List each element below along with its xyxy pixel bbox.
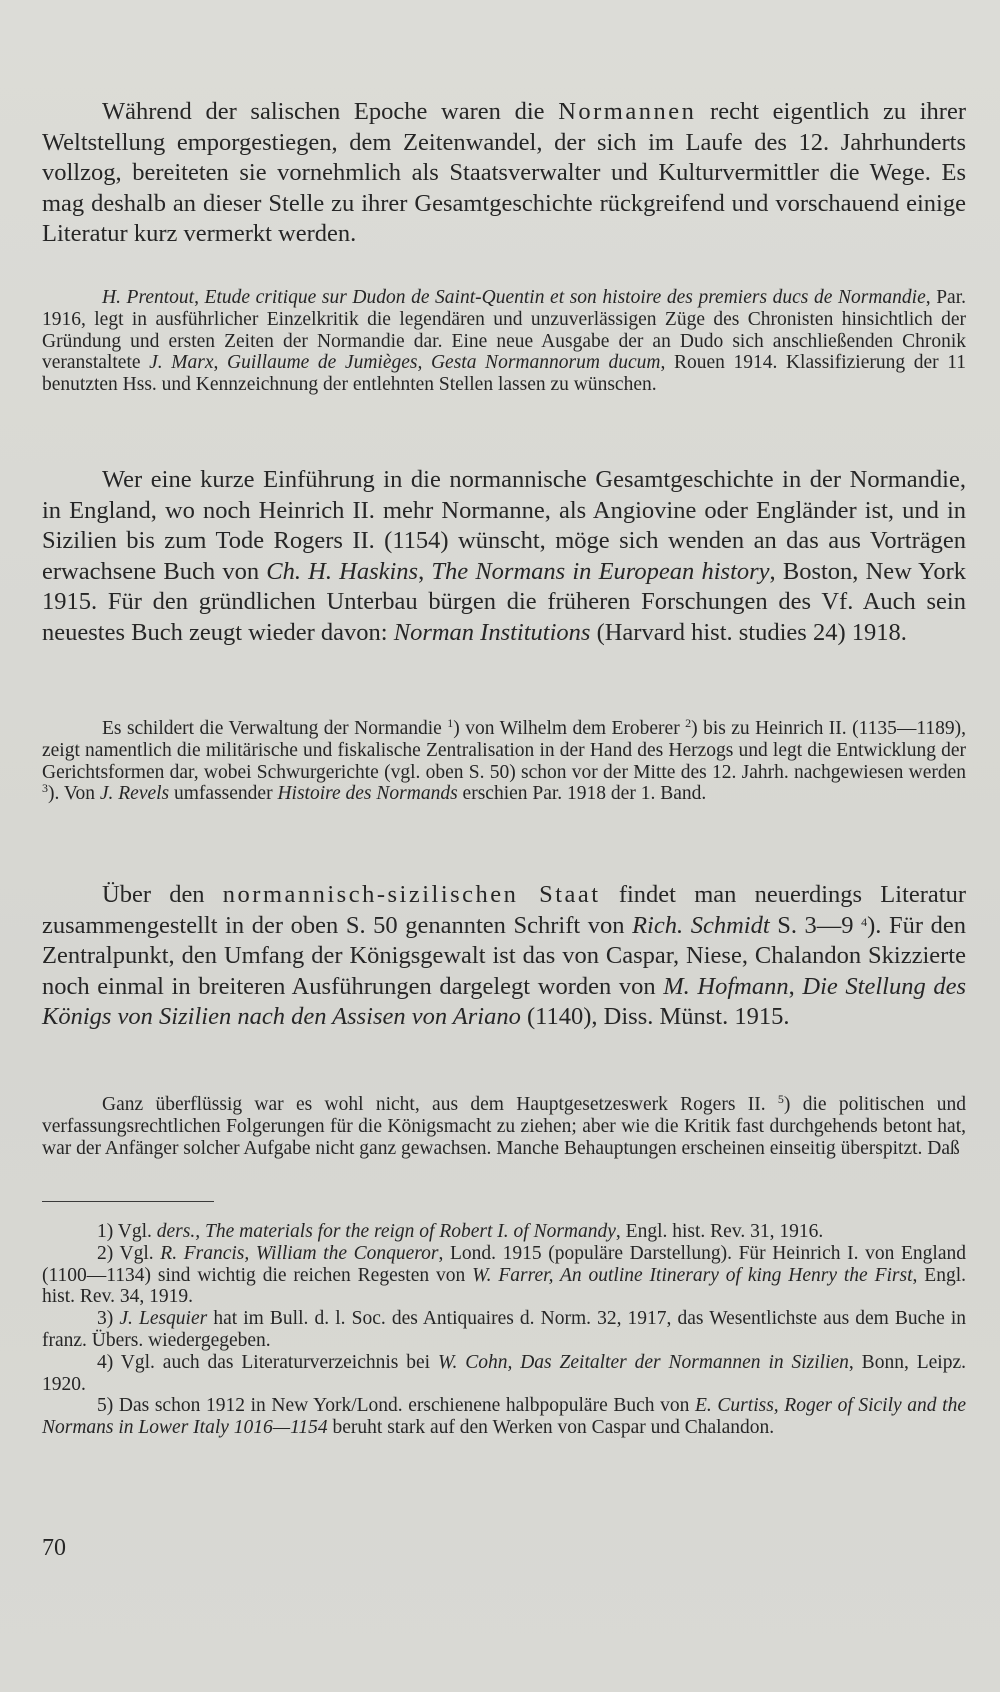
text: 5) Das schon 1912 in New York/Lond. erschienene halbpopuläre Buch von (97, 1395, 696, 1417)
footnote-ref: 3 (42, 781, 48, 796)
author: J. Revels (99, 783, 170, 805)
text: , (194, 287, 205, 308)
text: ). Von (48, 783, 100, 805)
text: ) von Wilhelm dem Eroberer (453, 718, 686, 739)
footnotes (42, 1221, 966, 1439)
author: M. Hofmann (663, 972, 789, 1000)
text: Es schildert die Verwaltung der Normandie (102, 718, 448, 739)
author: H. Prentout (102, 287, 195, 308)
text: 3) (97, 1308, 120, 1330)
text: Ganz überflüssig war es wohl nicht, aus dem Hauptgesetzeswerk Rogers II. (102, 1094, 778, 1115)
footnote-1 (42, 1221, 966, 1243)
author: J. Marx (149, 352, 214, 374)
footnote-2 (42, 1243, 966, 1308)
text: , Engl. hist. Rev. 31, 1916. (615, 1221, 824, 1242)
emphasis-staat: normannisch-sizilischen Staat (222, 881, 601, 908)
emphasis-normannen: Normannen (558, 98, 697, 125)
footnote-ref: 2 (685, 716, 692, 730)
author: Rich. Schmidt (632, 911, 770, 939)
text: erschien Par. 1918 der 1. Band. (457, 783, 707, 805)
text: , Boston, New York 1915. Für den gründlichen Unterbau bürgen die früheren Forschungen des Vf. Auch sein neuestes Buch zeugt wieder davon: (42, 557, 967, 646)
text: hat im Bull. d. l. Soc. des Antiquaires d. Norm. 32, 1917, das Wesentlichste aus dem Buche in franz. Übers. wiedergegeben. (42, 1308, 967, 1351)
text: S. 3—9 (769, 911, 862, 939)
footnote-4 (42, 1352, 966, 1396)
paragraph-haskins (42, 465, 966, 648)
text: Während der salischen Epoche waren die (102, 98, 559, 125)
citation: J. Lesquier (119, 1308, 208, 1330)
text: 1) Vgl. (97, 1221, 157, 1242)
author: Ch. H. Haskins (266, 557, 419, 585)
text: , (788, 972, 803, 1000)
text: , Lond. 1915 (populäre Darstellung). Für Heinrich I. von England (1100—1134) sind wichtig die reichen Regesten von (42, 1242, 966, 1286)
footnote-divider (42, 1201, 214, 1202)
footnote-3 (42, 1308, 966, 1352)
citation: W. Farrer, An outline Itinerary of king Henry the First (472, 1264, 913, 1286)
citation: E. Curtiss, Roger of Sicily and the Normans in Lower Italy 1016—1154 (42, 1395, 966, 1439)
text: (Harvard hist. studies 24) 1918. (590, 618, 907, 646)
text: , Engl. hist. Rev. 34, 1919. (42, 1264, 966, 1308)
text: Über den (102, 881, 223, 908)
text: ). Für den Zentralpunkt, den Umfang der Königsgewalt ist das von Caspar, Niese, Chalandon Skizzierte noch einmal in breiteren Ausführungen dargelegt worden von (42, 911, 966, 1000)
text: umfassender (169, 783, 278, 805)
book-title: Die Stellung des Königs von Sizilien nach den Assisen von Ariano (42, 972, 967, 1030)
text: ) die politischen und verfassungsrechtlichen Folgerungen für die Königsmacht zu ziehen; aber wie die Kritik fast durchgehends betont hat, war der Anfänger solcher Aufgabe nicht ganz gewachsen. Manche Behauptungen erscheinen einseitig überspitzt. Daß (42, 1094, 966, 1159)
text: , (418, 557, 432, 585)
text: ) bis zu Heinrich II. (1135—1189), zeigt namentlich die militärische und fiskalische Zentralisation in der Hand des Herzogs und legt die Entwicklung der Gerichtsformen dar, wobei Schwurgerichte (vgl. oben S. 50) schon vor der Mitte des 12. Jahrh. nachgewiesen werden (42, 718, 967, 783)
footnote-ref: 5 (777, 1092, 784, 1106)
note-prentout (42, 287, 966, 396)
text: , (213, 352, 227, 374)
paragraph-salian-epoch (42, 97, 966, 250)
footnote-ref: 4 (861, 914, 868, 929)
book-title: Norman Institutions (393, 618, 591, 646)
book-title: Etude critique sur Dudon de Saint-Quentin et son histoire des premiers ducs de Normandie (204, 287, 926, 308)
text: recht eigentlich zu ihrer Weltstellung emporgestiegen, dem Zeitenwandel, der sich im Laufe des 12. Jahrhunderts vollzog, bereiteten sie vornehmlich als Staatsverwalter und Kulturvermittler die Wege. Es mag deshalb an dieser Stelle zu ihrer Gesamtgeschichte rückgreifend und vorschauend einige Literatur kurz vermerkt werden. (42, 98, 967, 247)
paragraph-sicilian-state (42, 880, 966, 1033)
text: , Bonn, Leipz. 1920. (42, 1351, 966, 1395)
book-title: Guillaume de Jumièges, Gesta Normannorum ducum (227, 352, 661, 374)
text: 4) Vgl. auch das Literaturverzeichnis bei (97, 1351, 438, 1373)
book-title: Histoire des Normands (277, 783, 458, 805)
text: , Par. 1916, legt in ausführlicher Einzelkritik die legendären und unzuverlässigen Züge des Chronisten hinsichtlich der Gründung und ersten Zeiten der Normandie dar. Eine neue Ausgabe der an Dudo sich anschließenden Chronik veranstaltete (42, 287, 966, 374)
page-number: 70 (42, 1535, 66, 1561)
text: findet man neuerdings Literatur zusammengestellt in der oben S. 50 genannten Schrift von (42, 881, 967, 939)
note-rogers-assizes (42, 1094, 966, 1159)
citation: ders., The materials for the reign of Robert I. of Normandy (156, 1221, 616, 1242)
book-title: The Normans in European history (431, 557, 770, 585)
text: 2) Vgl. (97, 1242, 161, 1264)
text: beruht stark auf den Werken von Caspar und Chalandon. (327, 1417, 775, 1439)
text: (1140), Diss. Münst. 1915. (520, 1003, 790, 1030)
text: Wer eine kurze Einführung in die normannische Gesamtgeschichte in der Normandie, in England, wo noch Heinrich II. mehr Normanne, als Angiovine oder Engländer ist, und in Sizilien bis zum Tode Rogers II. (1154) wünscht, möge sich wenden an das aus Vorträgen erwachsene Buch von (42, 466, 966, 585)
citation: W. Cohn, Das Zeitalter der Normannen in Sizilien (437, 1351, 849, 1373)
citation: R. Francis, William the Conqueror (160, 1242, 439, 1264)
note-norman-institutions (42, 718, 966, 805)
footnote-ref: 1 (447, 716, 454, 730)
text: , Rouen 1914. Klassifizierung der 11 benutzten Hss. und Kennzeichnung der entlehnten Stellen lassen zu wünschen. (42, 352, 966, 396)
footnote-5 (42, 1395, 966, 1439)
